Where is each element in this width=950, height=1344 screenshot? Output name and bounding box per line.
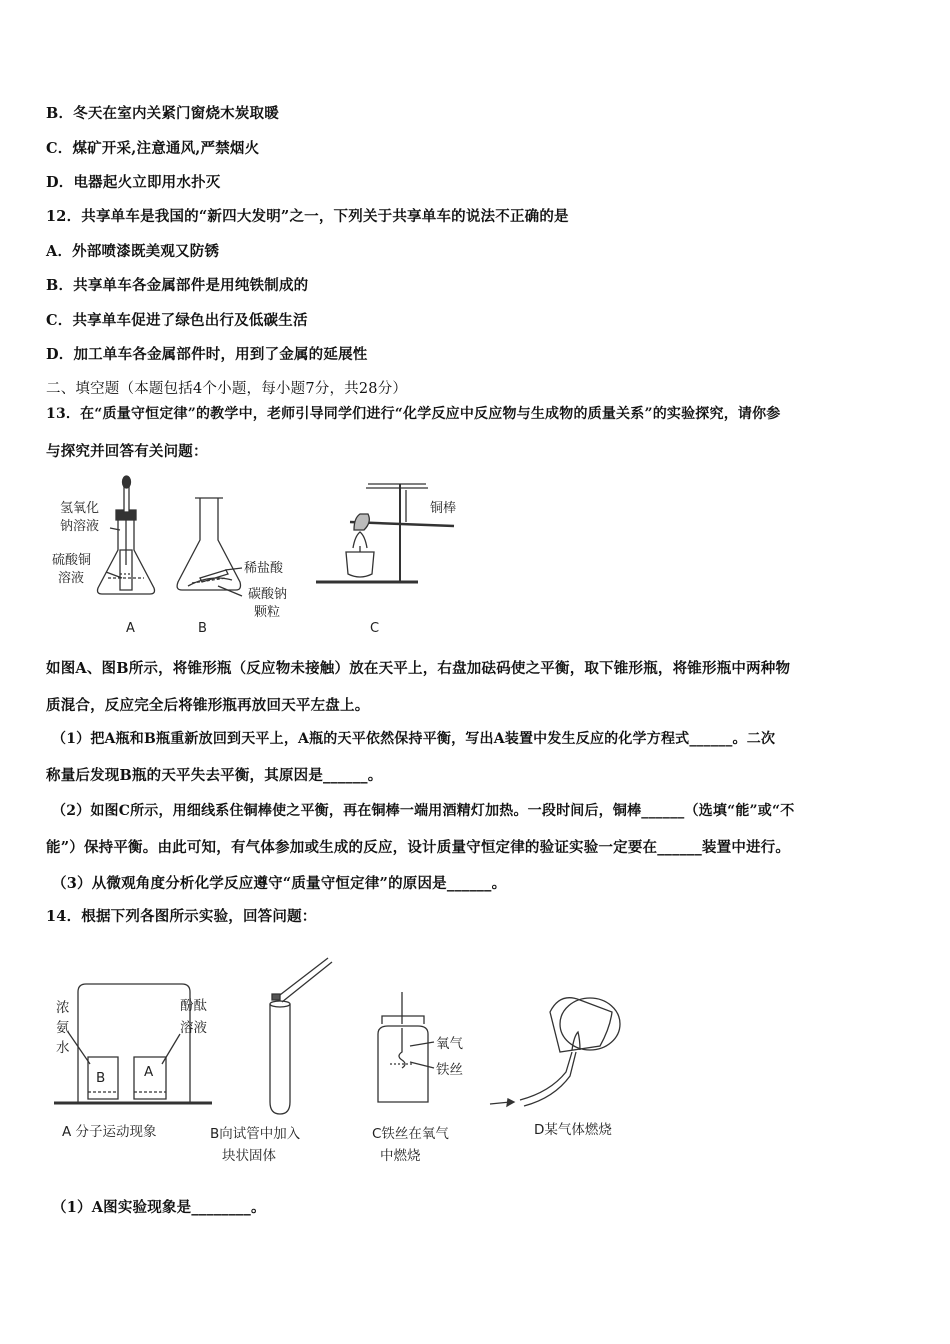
label-naoh-1: 氢氧化 bbox=[60, 501, 100, 516]
caption-c: C bbox=[370, 621, 380, 636]
label-naoh-2: 钠溶液 bbox=[60, 519, 100, 534]
beaker-a-label: A bbox=[144, 1064, 154, 1080]
label-ammonia-3: 水 bbox=[56, 1040, 70, 1056]
q14-stem: 14．根据下列各图所示实验，回答问题： bbox=[46, 908, 317, 925]
q14-part1: （1）A图实验现象是________。 bbox=[52, 1199, 266, 1216]
q12-option-d: D．加工单车各金属部件时，用到了金属的延展性 bbox=[46, 346, 368, 363]
q12-option-a: A．外部喷漆既美观又防锈 bbox=[46, 243, 220, 260]
label-cuso4-2: 溶液 bbox=[58, 571, 85, 586]
q11-option-c: C．煤矿开采,注意通风,严禁烟火 bbox=[46, 140, 260, 157]
q13-intro-line2: 质混合，反应完全后将锥形瓶再放回天平左盘上。 bbox=[46, 697, 370, 714]
label-na2co3-2: 颗粒 bbox=[254, 605, 281, 620]
q12-option-c: C．共享单车促进了绿色出行及低碳生活 bbox=[46, 312, 308, 329]
stand-c bbox=[316, 484, 457, 582]
section-heading: 二、填空题（本题包括4个小题，每小题7分，共28分） bbox=[46, 381, 408, 397]
q12-stem: 12．共享单车是我国的“新四大发明”之一，下列关于共享单车的说法不正确的是 bbox=[46, 208, 569, 225]
label-oxygen: 氧气 bbox=[436, 1036, 463, 1052]
q12-option-b: B．共享单车各金属部件是用纯铁制成的 bbox=[46, 277, 309, 294]
label-iron-wire: 铁丝 bbox=[436, 1062, 463, 1078]
q13-figure bbox=[50, 470, 470, 640]
flask-b bbox=[177, 498, 240, 590]
apparatus-c bbox=[378, 992, 434, 1102]
label-phenol-1: 酚酞 bbox=[180, 998, 207, 1014]
caption-b: B bbox=[198, 621, 207, 636]
q14-figure bbox=[50, 952, 650, 1172]
apparatus-b bbox=[270, 958, 332, 1114]
label-ammonia-2: 氨 bbox=[56, 1020, 70, 1036]
caption-c-1: C铁丝在氧气 bbox=[372, 1126, 449, 1142]
label-phenol-2: 溶液 bbox=[180, 1020, 207, 1036]
label-cuso4-1: 硫酸铜 bbox=[52, 553, 92, 568]
q13-intro-line1: 如图A、图B所示，将锥形瓶（反应物未接触）放在天平上，右盘加砝码使之平衡，取下锥形瓶，将锥形瓶中两种物 bbox=[46, 660, 791, 677]
q13-part1-line1: （1）把A瓶和B瓶重新放回到天平上，A瓶的天平依然保持平衡，写出A装置中发生反应的化学方程式______。二次 bbox=[52, 731, 776, 747]
caption-a: A 分子运动现象 bbox=[62, 1124, 157, 1140]
caption-d: D某气体燃烧 bbox=[534, 1122, 612, 1138]
beaker-b-label: B bbox=[96, 1070, 106, 1086]
q13-stem-line2: 与探究并回答有关问题： bbox=[46, 443, 208, 460]
flask-a bbox=[98, 476, 155, 594]
label-ammonia-1: 浓 bbox=[56, 1000, 70, 1016]
caption-b-1: B向试管中加入 bbox=[210, 1126, 301, 1142]
q13-part1-line2: 称量后发现B瓶的天平失去平衡，其原因是______。 bbox=[46, 767, 383, 784]
caption-b-2: 块状固体 bbox=[222, 1148, 276, 1164]
q11-option-b: B．冬天在室内关紧门窗烧木炭取暖 bbox=[46, 105, 279, 122]
q13-part2-line2: 能”）保持平衡。由此可知，有气体参加或生成的反应，设计质量守恒定律的验证实验一定要在______装置中进行。 bbox=[46, 839, 791, 856]
caption-c-2: 中燃烧 bbox=[380, 1148, 421, 1164]
label-copper-rod: 铜棒 bbox=[430, 501, 457, 516]
q13-part3: （3）从微观角度分析化学反应遵守“质量守恒定律”的原因是______。 bbox=[52, 875, 507, 892]
q11-option-d: D．电器起火立即用水扑灭 bbox=[46, 174, 221, 191]
q13-part2-line1: （2）如图C所示，用细线系住铜棒使之平衡，再在铜棒一端用酒精灯加热。一段时间后，铜棒______（选填“能”或“不 bbox=[52, 803, 795, 819]
label-na2co3-1: 碳酸钠 bbox=[248, 587, 288, 602]
q13-stem-line1: 13．在“质量守恒定律”的教学中，老师引导同学们进行“化学反应中反应物与生成物的质量关系”的实验探究，请你参 bbox=[46, 406, 781, 422]
label-hcl: 稀盐酸 bbox=[244, 561, 284, 576]
caption-a: A bbox=[126, 621, 135, 636]
apparatus-d bbox=[490, 998, 620, 1106]
